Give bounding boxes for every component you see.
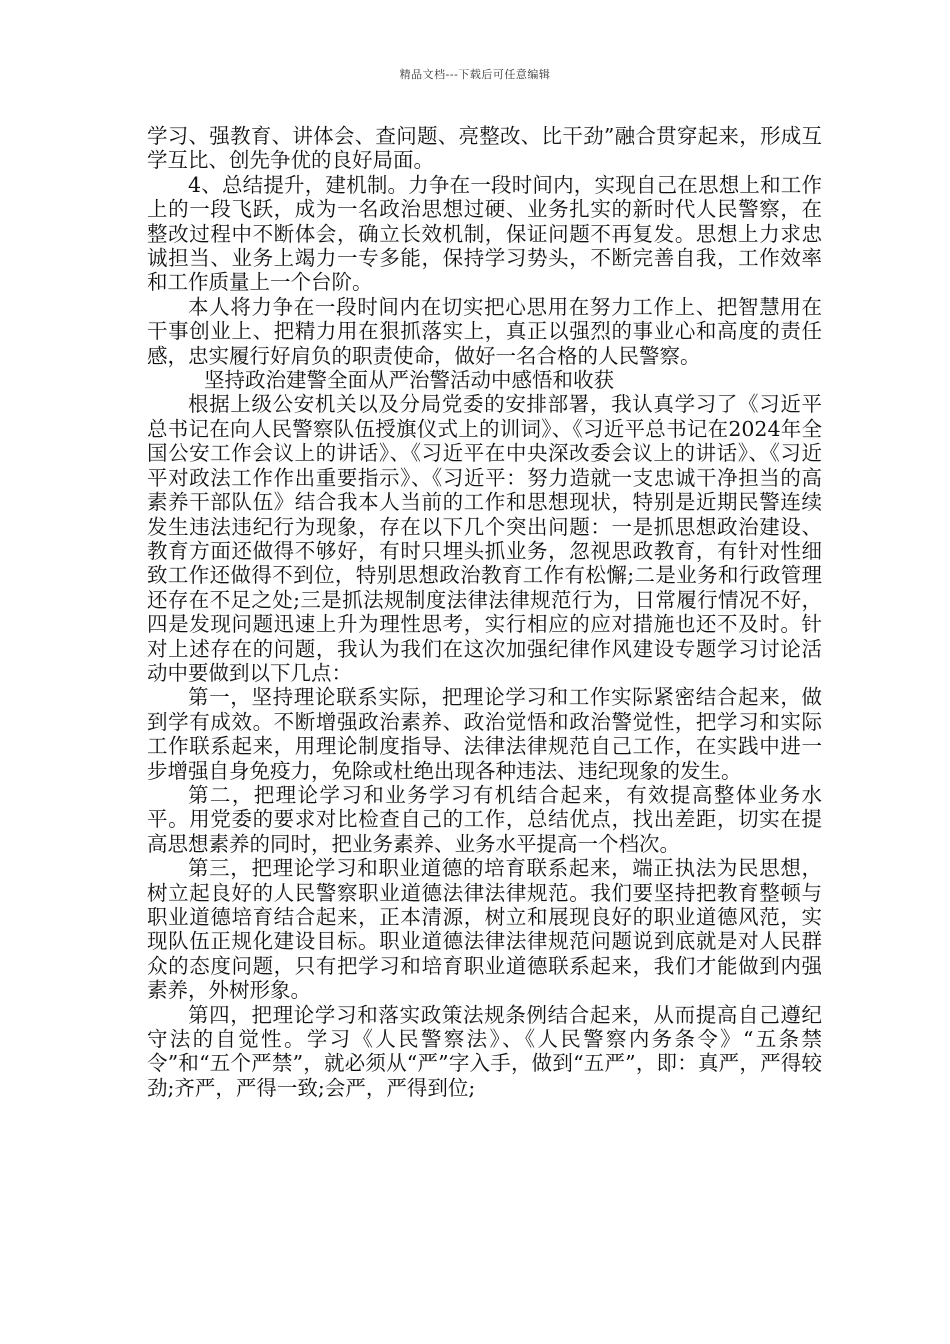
paragraph-commitment: 本人将力争在一段时间内在切实把心思用在努力工作上、把智慧用在干事创业上、把精力用在狠抓落实上，真正以强烈的事业心和高度的责任感，忠实履行好肩负的职责使命，做好一名合格的人民警察。 <box>147 294 822 368</box>
section-title: 坚持政治建警全面从严治警活动中感悟和收获 <box>204 368 614 393</box>
document-body <box>147 124 822 1100</box>
paragraph-continuation: 学习、强教育、讲体会、查问题、亮整改、比干劲”融合贯穿起来，形成互学互比、创先争优的良好局面。 <box>147 124 822 173</box>
paragraph-point-2: 第二，把理论学习和业务学习有机结合起来，有效提高整体业务水平。用党委的要求对比检查自己的工作，总结优点，找出差距，切实在提高思想素养的同时，把业务素养、业务水平提高一个档次。 <box>147 782 822 856</box>
paragraph-intro: 根据上级公安机关以及分局党委的安排部署，我认真学习了《习近平总书记在向人民警察队伍授旗仪式上的训词》、《习近平总书记在2024年全国公安工作会议上的讲话》、《习近平在中央深改委会议上的讲话》、《习近平对政法工作作出重要指示》、《习近平：努力造就一支忠诚干净担当的高素养干部队伍》结合我本人当前的工作和思想现状，特别是近期民警连续发生违法违纪行为现象，存在以下几个突出问题：一是抓思想政治建设、教育方面还做得不够好，有时只埋头抓业务，忽视思政教育，有针对性细致工作还做得不到位，特别思想政治教育工作有松懈;二是业务和行政管理还存在不足之处;三是抓法规制度法律法律规范行为，日常履行情况不好，四是发现问题迅速上升为理性思考，实行相应的应对措施也还不及时。针对上述存在的问题，我认为我们在这次加强纪律作风建设专题学习讨论活动中要做到以下几点： <box>147 392 822 685</box>
paragraph-point-3: 第三，把理论学习和职业道德的培育联系起来，端正执法为民思想，树立起良好的人民警察职业道德法律法律规范。我们要坚持把教育整顿与职业道德培育结合起来，正本清源，树立和展现良好的职业道德风范，实现队伍正规化建设目标。职业道德法律法律规范问题说到底就是对人民群众的态度问题，只有把学习和培育职业道德联系起来，我们才能做到内强素养，外树形象。 <box>147 856 822 1003</box>
paragraph-summary-point-4: 4、总结提升，建机制。力争在一段时间内，实现自己在思想上和工作上的一段飞跃，成为一名政治思想过硬、业务扎实的新时代人民警察，在整改过程中不断体会，确立长效机制，保证问题不再复发。思想上力求忠诚担当、业务上竭力一专多能，保持学习势头，不断完善自我，工作效率和工作质量上一个台阶。 <box>147 172 822 295</box>
paragraph-point-1: 第一，坚持理论联系实际，把理论学习和工作实际紧密结合起来，做到学有成效。不断增强政治素养、政治觉悟和政治警觉性，把学习和实际工作联系起来，用理论制度指导、法律法律规范自己工作，在实践中进一步增强自身免疫力，免除或杜绝出现各种违法、违纪现象的发生。 <box>147 685 822 783</box>
page-header: 精品文档---下载后可任意编辑 <box>399 68 551 81</box>
paragraph-point-4: 第四，把理论学习和落实政策法规条例结合起来，从而提高自己遵纪守法的自觉性。学习《人民警察法》、《人民警察内务条令》“五条禁令”和“五个严禁”，就必须从“严”字入手，做到“五严”，即：真严，严得较劲;齐严，严得一致;会严，严得到位; <box>147 1002 822 1100</box>
